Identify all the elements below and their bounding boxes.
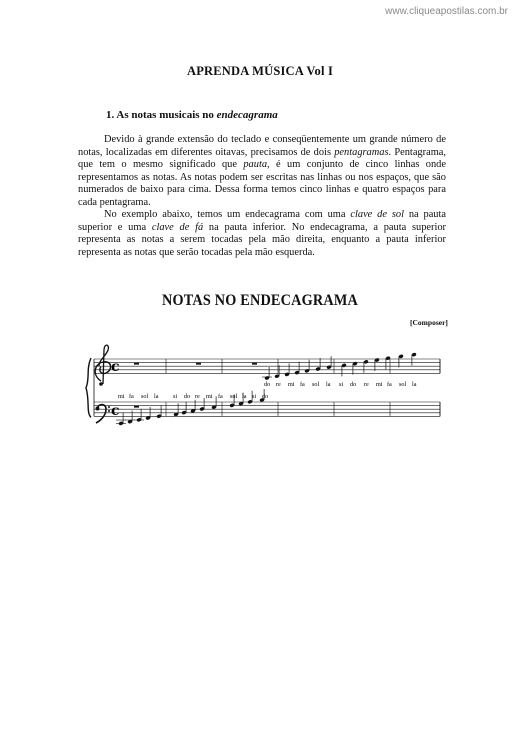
whole-rest-icon [134,363,139,365]
section-heading-italic: endecagrama [216,109,278,121]
brace-icon [86,358,91,417]
text-run: pentagramas [334,146,389,158]
body-text [78,134,446,259]
score-title: NOTAS NO ENDECAGRAMA [162,292,358,309]
text-run: na pauta inferior. No endecagrama, a pauta superior representa as notas a serem tocadas pela mão direita, enquanto a pauta inferior representa as notas que serão tocadas pela mão esquerda. [78,221,446,258]
lyric-upper: sol [312,381,320,388]
text-run: clave de sol [350,209,404,220]
text-run: pauta [243,159,268,170]
lyric-upper: sol [399,381,407,388]
text-run: Devido à grande extensão do teclado e conseqüentemente um grande número de notas, localizadas em diferentes oitavas, precisamos de dois [78,134,446,158]
time-signature-bass: c [111,403,120,419]
site-watermark: www.cliqueapostilas.com.br [385,6,508,17]
lyric-lower: si [252,393,257,400]
lyrics [118,381,417,400]
lyric-lower: mi [118,393,125,400]
lyric-lower: do [262,393,269,400]
bass-clef-icon [96,405,111,424]
lyric-lower: do [184,393,191,400]
lyric-lower: re [195,393,200,400]
lyric-upper: fa [300,381,305,388]
lyric-upper: re [276,381,281,388]
time-signature-treble: c [111,359,120,375]
paragraph-2 [78,209,446,259]
notes [116,352,417,426]
composer-label: [Composer] [410,318,448,327]
lyric-lower: fa [218,393,223,400]
lyric-upper: si [339,381,344,388]
lyric-lower: fa [129,393,134,400]
grand-staff [0,340,520,450]
lyric-lower: la [154,393,159,400]
text-run: No exemplo abaixo, temos um endecagrama com uma [104,209,351,220]
treble-clef-icon [95,345,110,386]
lyric-lower: sol [141,393,149,400]
text-run: clave de fá [151,221,204,233]
document-title: APRENDA MÚSICA Vol I [186,64,334,78]
lyric-upper: la [412,381,417,388]
text-run: na pauta superior e uma [78,209,447,233]
lyric-upper: mi [376,381,383,388]
lyric-lower: la [242,393,247,400]
whole-rest-icon [252,363,257,365]
lyric-lower: sol [230,393,238,400]
whole-rest-icon [134,406,139,408]
lyric-upper: fa [387,381,392,388]
lyric-upper: mi [288,381,295,388]
whole-rest-icon [196,363,201,365]
lyric-lower: mi [206,393,213,400]
lyric-upper: do [350,381,357,388]
section-number: 1. [106,109,115,121]
lyric-upper: do [264,381,271,388]
text-run: . Pentagrama, que tem o mesmo significado que [78,146,446,170]
lyric-upper: la [326,381,331,388]
lyric-upper: re [364,381,369,388]
lyric-lower: si [173,393,178,400]
paragraph-1 [78,134,446,209]
section-heading-text: As notas musicais no [116,109,214,121]
section-heading [106,109,278,121]
text-run: , é um conjunto de cinco linhas onde representamos as notas. As notas podem ser escritas nas linhas ou nos espaços, que são numerados de baixo para cima. Dessa forma temos cinco linhas e quatro espaços para cada pentagrama. [78,159,446,208]
